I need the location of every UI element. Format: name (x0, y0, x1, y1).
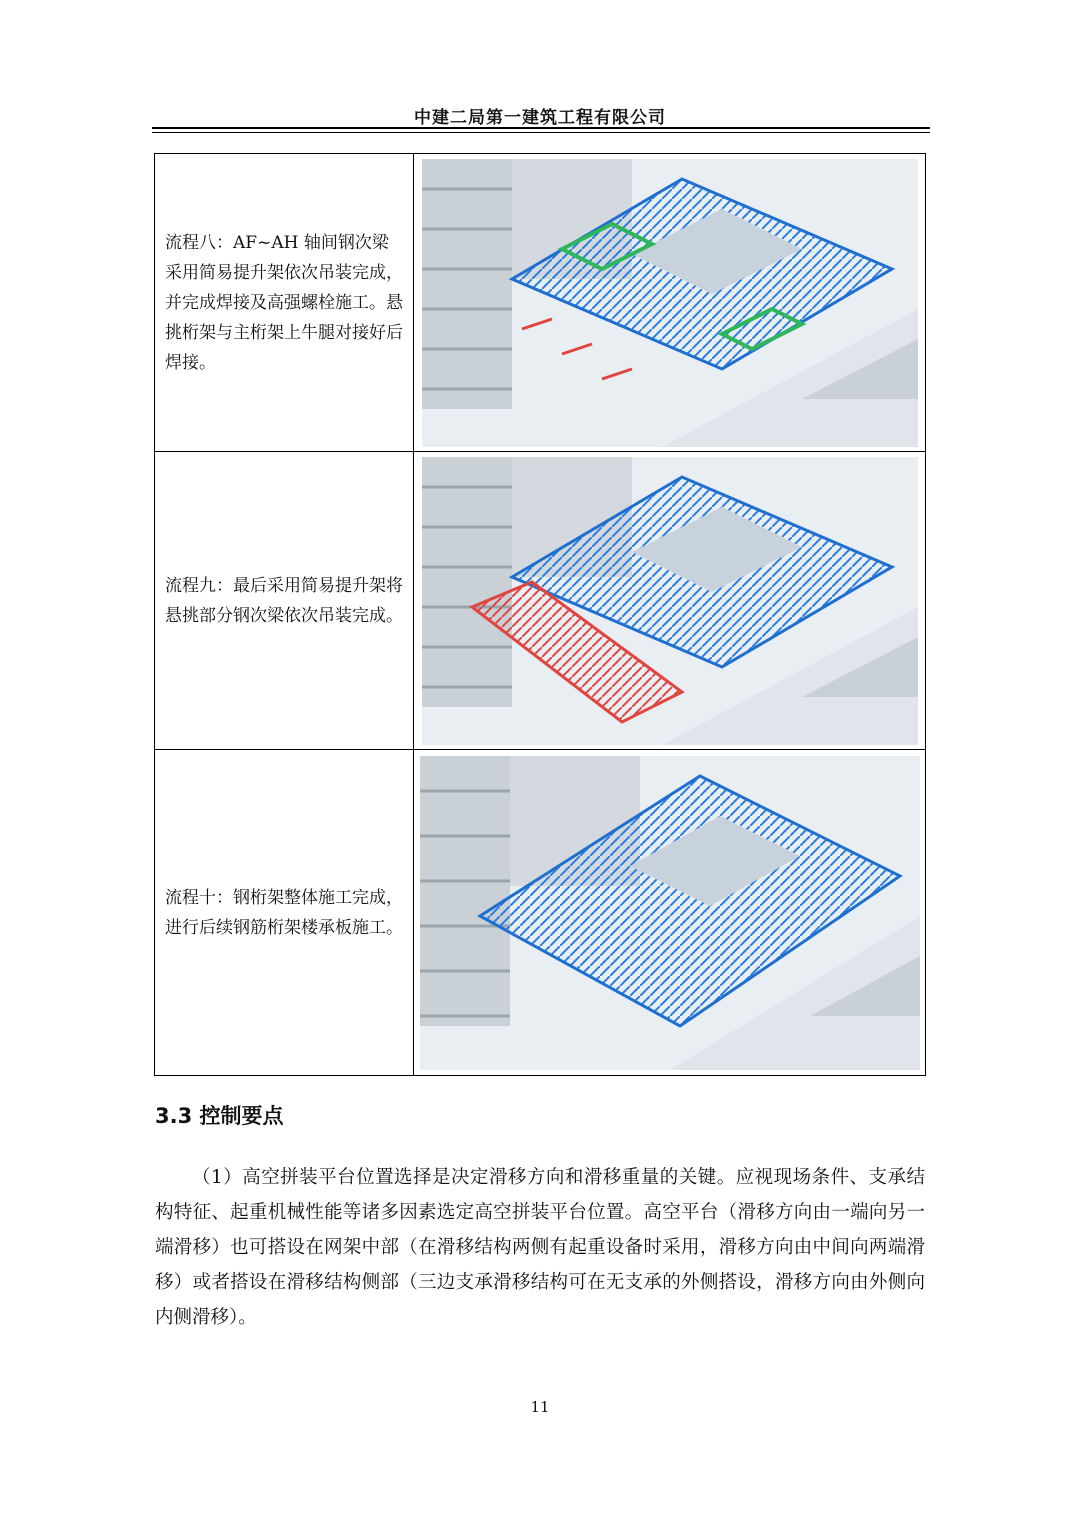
step-10-description: 流程十：钢桁架整体施工完成，进行后续钢筋桁架楼承板施工。 (155, 750, 414, 1076)
step-9-render (414, 452, 926, 750)
header-company-name: 中建二局第一建筑工程有限公司 (414, 108, 666, 128)
header-rule-thin (152, 132, 930, 133)
step-8-image (422, 159, 918, 447)
step-9-image (422, 457, 918, 745)
step-10-image (420, 756, 920, 1070)
page-number: 11 (530, 1398, 550, 1416)
step-row-9 (155, 452, 926, 750)
header-rule-thick (152, 127, 930, 129)
body-paragraph: （1）高空拼装平台位置选择是决定滑移方向和滑移重量的关键。应视现场条件、支承结构特征、起重机械性能等诸多因素选定高空拼装平台位置。高空平台（滑移方向由一端向另一端滑移）也可搭设在网架中部（在滑移结构两侧有起重设备时采用，滑移方向由中间向两端滑移）或者搭设在滑移结构侧部（三边支承滑移结构可在无支承的外侧搭设，滑移方向由外侧向内侧滑移）。 (155, 1167, 925, 1328)
step-9-description: 流程九：最后采用简易提升架将悬挑部分钢次梁依次吊装完成。 (155, 452, 414, 750)
step-10-render (414, 750, 926, 1076)
section-title: 3.3 控制要点 (155, 1104, 284, 1128)
construction-steps-table (154, 153, 926, 1076)
step-row-8 (155, 154, 926, 452)
step-row-10 (155, 750, 926, 1076)
step-8-render (414, 154, 926, 452)
step-8-description: 流程八：AF~AH 轴间钢次梁采用简易提升架依次吊装完成，并完成焊接及高强螺栓施工。悬挑桁架与主桁架上牛腿对接好后焊接。 (155, 154, 414, 452)
